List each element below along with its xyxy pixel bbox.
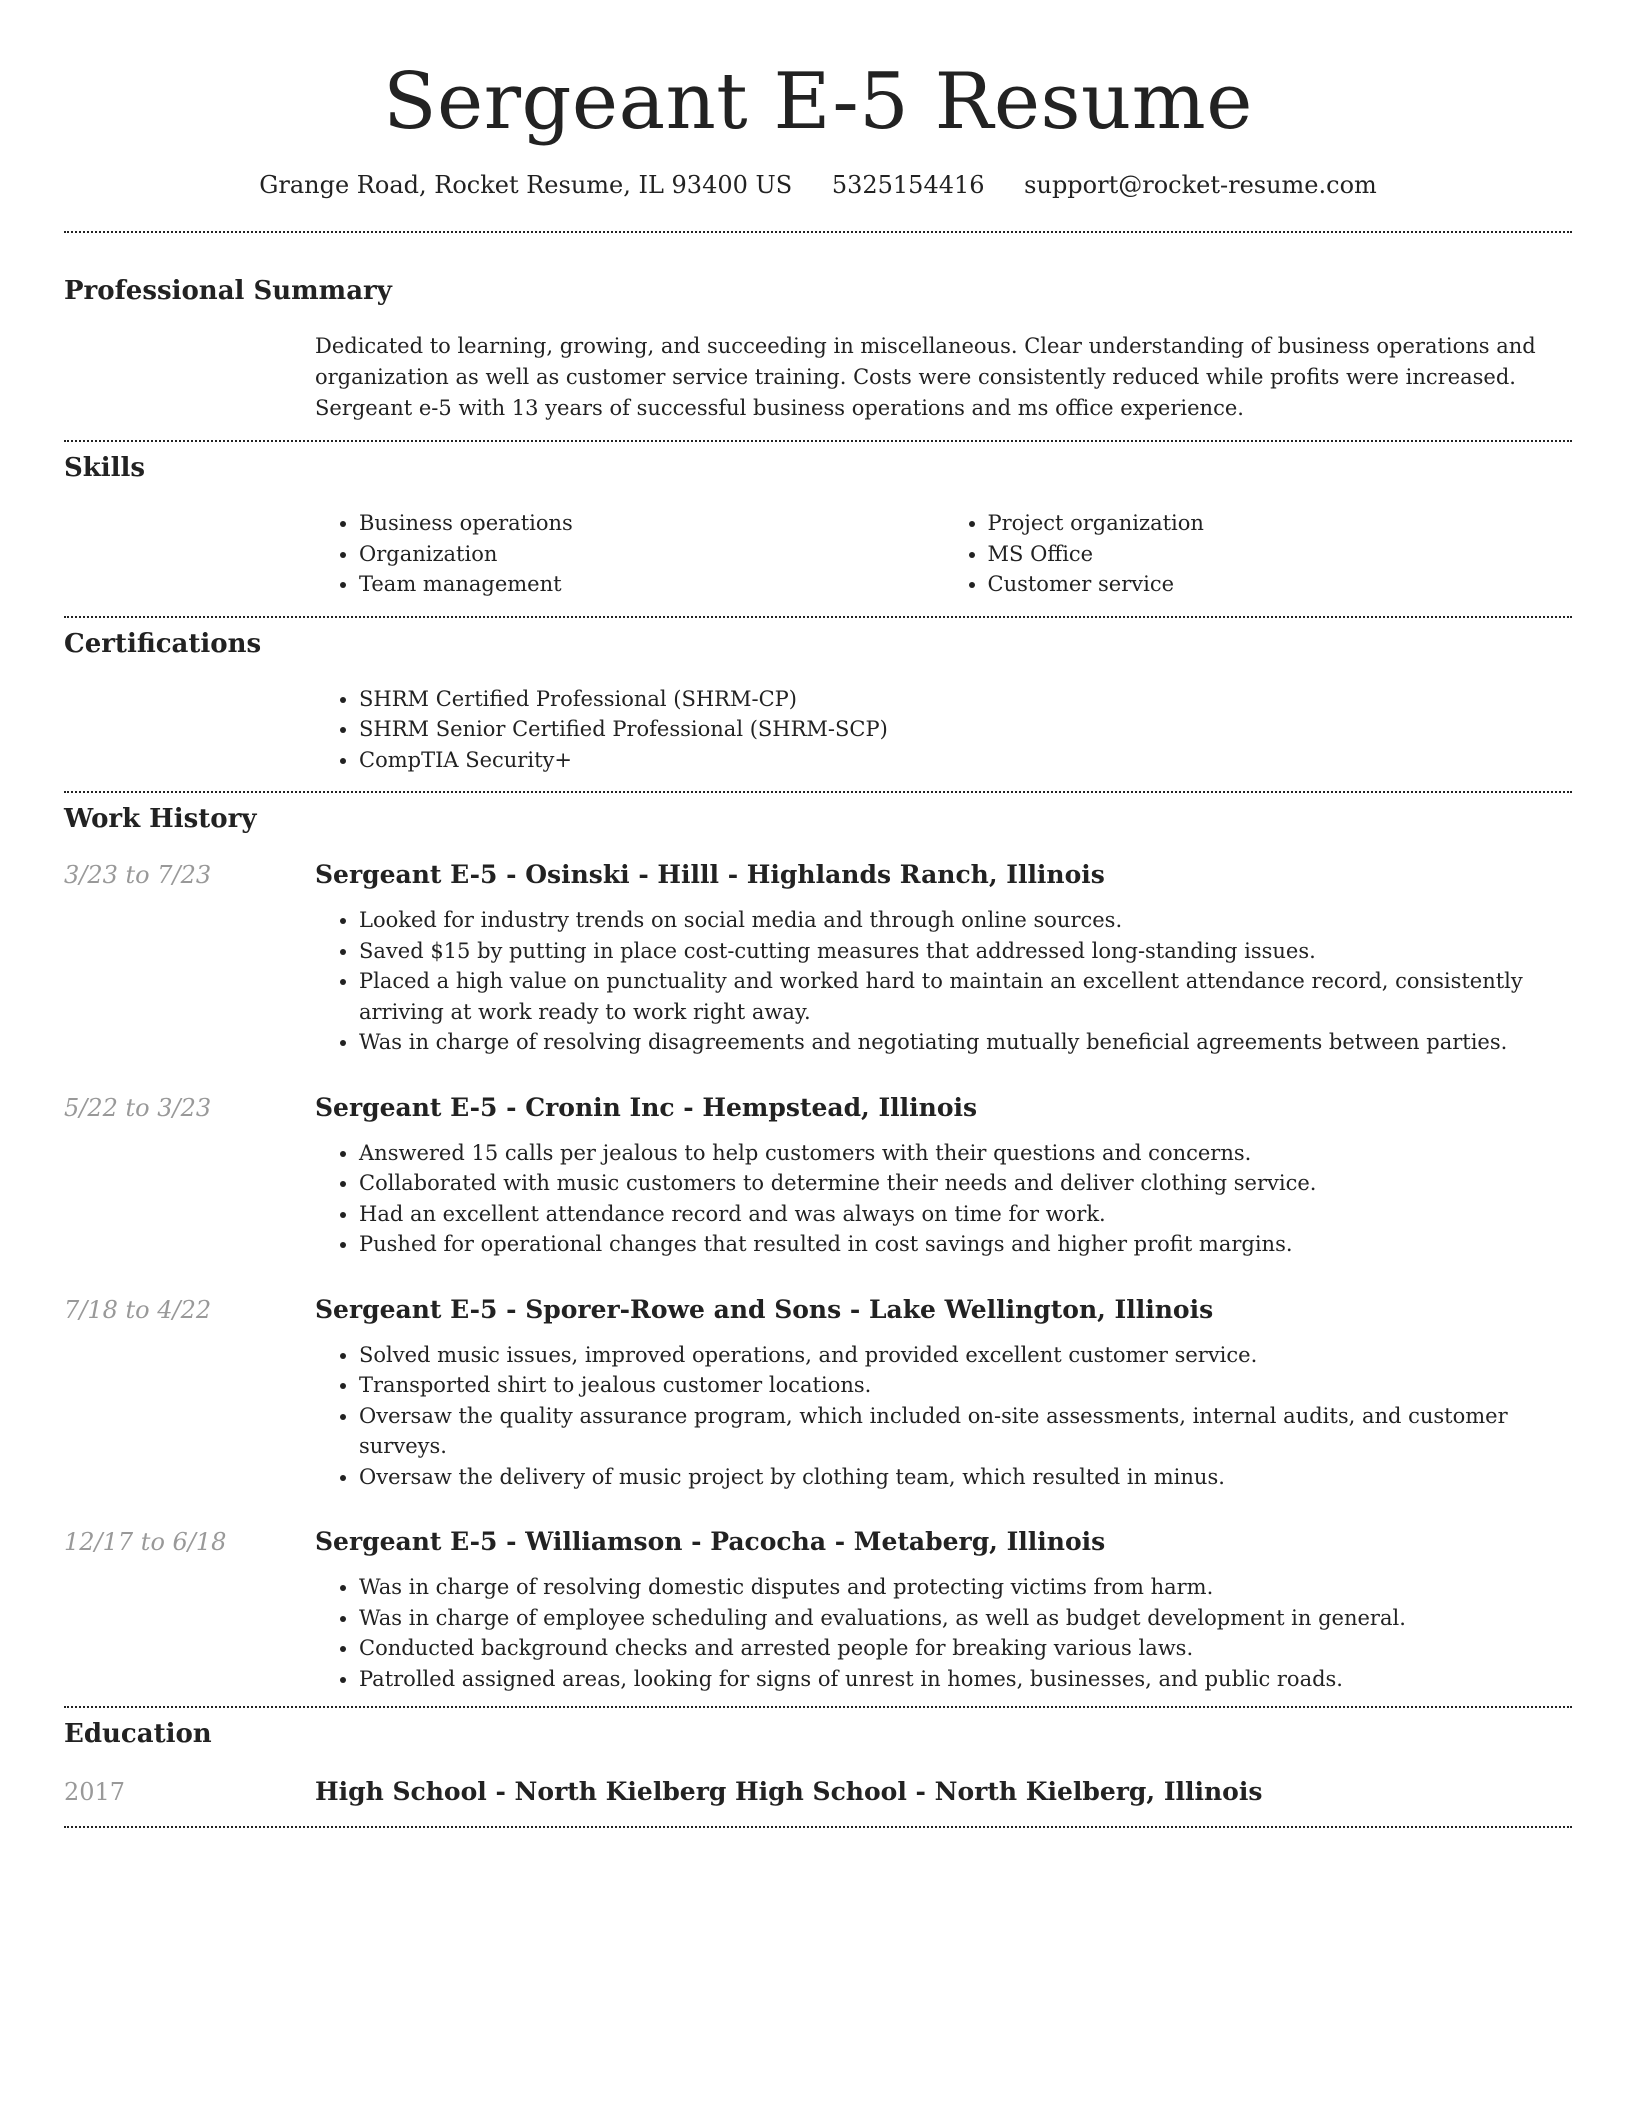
skills-list-right [944, 508, 1573, 600]
job-entry [64, 859, 1572, 1058]
education-date: 2017 [64, 1778, 126, 1806]
skills-heading: Skills [64, 453, 146, 483]
skills-section [64, 442, 1572, 616]
certifications-list [315, 684, 1572, 776]
skill-item: • Project organization [988, 508, 1573, 539]
education-heading: Education [64, 1719, 212, 1749]
job-bullets [315, 1138, 1572, 1260]
job-bullet: • Oversaw the quality assurance program, which included on-site assessments, internal audits, and customer surveys. [359, 1401, 1572, 1462]
job-date: 5/22 to 3/23 [64, 1093, 212, 1122]
job-bullet: • Collaborated with music customers to determine their needs and deliver clothing service. [359, 1168, 1572, 1199]
contact-info [64, 170, 1572, 200]
job-bullet: • Saved $15 by putting in place cost-cutting measures that addressed long-standing issues. [359, 936, 1572, 967]
job-title: Sergeant E-5 - Sporer-Rowe and Sons - Lake Wellington, Illinois [315, 1294, 1214, 1324]
job-bullets [315, 1340, 1572, 1493]
job-entry [64, 1526, 1572, 1694]
contact-phone: 5325154416 [831, 171, 985, 199]
certifications-heading: Certifications [64, 628, 262, 659]
job-bullet: • Was in charge of employee scheduling and evaluations, as well as budget development in general. [359, 1603, 1572, 1634]
job-bullet: • Was in charge of resolving domestic disputes and protecting victims from harm. [359, 1572, 1572, 1603]
skill-item: • Organization [359, 539, 944, 570]
divider [64, 1826, 1572, 1828]
job-date: 3/23 to 7/23 [64, 861, 212, 889]
job-bullet: • Pushed for operational changes that resulted in cost savings and higher profit margins. [359, 1229, 1572, 1260]
job-bullet: • Transported shirt to jealous customer locations. [359, 1370, 1572, 1401]
job-bullet: • Had an excellent attendance record and was always on time for work. [359, 1199, 1572, 1230]
job-bullet: • Placed a high value on punctuality and worked hard to maintain an excellent attendance record, consistently arriving at work ready to work right away. [359, 966, 1572, 1027]
job-bullets [315, 1572, 1572, 1694]
work-history-heading: Work History [64, 804, 257, 834]
summary-section [64, 233, 1572, 440]
education-entry [64, 1776, 1572, 1808]
certifications-section [64, 618, 1572, 792]
education-section [64, 1708, 1572, 1826]
job-bullet: • Oversaw the delivery of music project by clothing team, which resulted in minus. [359, 1462, 1572, 1493]
skill-item: • Customer service [988, 569, 1573, 600]
job-title: Sergeant E-5 - Cronin Inc - Hempstead, Illinois [315, 1092, 978, 1122]
work-history-section [64, 793, 1572, 1706]
summary-heading: Professional Summary [64, 276, 392, 306]
certification-item: • SHRM Senior Certified Professional (SHRM-SCP) [359, 714, 1572, 745]
job-bullet: • Conducted background checks and arrested people for breaking various laws. [359, 1633, 1572, 1664]
summary-text: Dedicated to learning, growing, and succeeding in miscellaneous. Clear understanding of business operations and organization as well as customer service training. Costs were consistently reduced while profits were increased. Sergeant e-5 with 13 years of successful business operations and ms office experience. [315, 334, 1536, 420]
job-bullet: • Solved music issues, improved operations, and provided excellent customer service. [359, 1340, 1572, 1371]
education-title: High School - North Kielberg High School - North Kielberg, Illinois [315, 1777, 1263, 1806]
resume-page [64, 0, 1572, 1828]
job-bullet: • Patrolled assigned areas, looking for signs of unrest in homes, businesses, and public roads. [359, 1664, 1572, 1695]
job-entry [64, 1092, 1572, 1260]
certification-item: • CompTIA Security+ [359, 745, 1572, 776]
skill-item: • Business operations [359, 508, 944, 539]
job-entry [64, 1294, 1572, 1493]
skills-list-left [315, 508, 944, 600]
job-bullet: • Answered 15 calls per jealous to help customers with their questions and concerns. [359, 1138, 1572, 1169]
resume-title: Sergeant E-5 Resume [383, 57, 1253, 147]
contact-email: support@rocket-resume.com [1024, 171, 1377, 199]
skill-item: • Team management [359, 569, 944, 600]
skill-item: • MS Office [988, 539, 1573, 570]
job-title: Sergeant E-5 - Osinski - Hilll - Highlands Ranch, Illinois [315, 860, 1105, 889]
certification-item: • SHRM Certified Professional (SHRM-CP) [359, 684, 1572, 715]
job-bullet: • Was in charge of resolving disagreements and negotiating mutually beneficial agreements between parties. [359, 1027, 1572, 1058]
job-bullets [315, 905, 1572, 1058]
job-date: 7/18 to 4/22 [64, 1295, 212, 1324]
job-date: 12/17 to 6/18 [64, 1528, 227, 1556]
contact-address: Grange Road, Rocket Resume, IL 93400 US [259, 171, 793, 199]
job-bullet: • Looked for industry trends on social media and through online sources. [359, 905, 1572, 936]
job-title: Sergeant E-5 - Williamson - Pacocha - Metaberg, Illinois [315, 1527, 1106, 1556]
